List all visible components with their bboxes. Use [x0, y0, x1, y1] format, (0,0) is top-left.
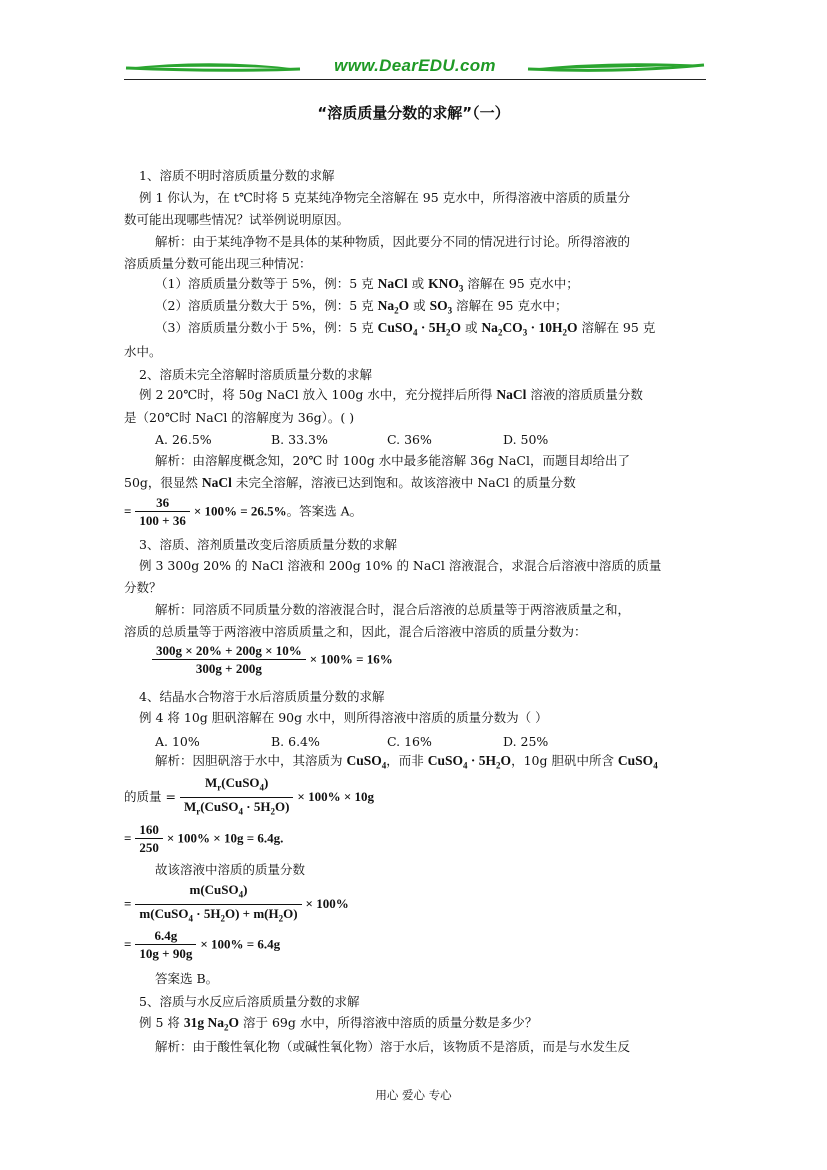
analysis-3-line-a: 解析：同溶质不同质量分数的溶液混合时，混合后溶液的总质量等于两溶液质量之和， [155, 602, 631, 617]
answer-4: 答案选 B。 [155, 971, 219, 986]
example-3-line-a: 例 3 300g 20% 的 NaCl 溶液和 200g 10% 的 NaCl 溶液混合，求混合后溶液中溶质的质量 [139, 558, 662, 573]
section-3-heading: 3、溶质、溶剂质量改变后溶质质量分数的求解 [139, 537, 397, 552]
option-c: C. 36% [387, 432, 432, 447]
example-1-line-b: 数可能出现哪些情况？试举例说明原因。 [124, 212, 350, 227]
example-3-line-b: 分数？ [124, 580, 162, 595]
analysis-5-line: 解析：由于酸性氧化物（或碱性氧化物）溶于水后，该物质不是溶质，而是与水发生反 [155, 1039, 631, 1054]
case-3-line-end: 水中。 [124, 344, 162, 359]
equation-4-result: = $\frac{6.4g}{10g + 90g}$ × 100% = 6.4g [124, 928, 281, 961]
analysis-1-line-b: 溶质质量分数可能出现三种情况： [124, 256, 312, 271]
option-a: A. 26.5% [155, 432, 212, 447]
page-footer: 用心 爱心 专心 [375, 1088, 452, 1102]
analysis-4-line: 解析：因胆矾溶于水中，其溶质为 CuSO$_4$，而非 CuSO$_4$ · $5H_2O$，10g 胆矾中所含 CuSO$_4$ [155, 753, 658, 771]
fraction: $\frac{300g \times 20\% + 200g \times 10\%}{300g + 200g}$ [152, 643, 306, 676]
option-d: D. 50% [503, 432, 549, 447]
fraction: $\frac{m(CuSO_4)}{m(CuSO_4 \cdot 5H_2O) + m(H_2O)}$ [135, 882, 301, 926]
option-b: B. 33.3% [271, 432, 328, 447]
section-4-heading: 4、结晶水合物溶于水后溶质质量分数的求解 [139, 689, 385, 704]
case-3-line: （3）溶质质量分数小于 5%，例：5 克 CuSO$_4$ · $5H_2O$ 或 $Na_2CO_3 \cdot 10H_2O$ 溶解在 95 克 [155, 320, 656, 338]
section-2-heading: 2、溶质未完全溶解时溶质质量分数的求解 [139, 367, 372, 382]
equation-4-mass: 的质量 = $\frac{M_r(CuSO_4)}{M_r(CuSO_4 \cdot 5H_2O)}$ × 100% × 10g [124, 775, 374, 819]
section-5-heading: 5、溶质与水反应后溶质质量分数的求解 [139, 994, 360, 1009]
analysis-3-line-b: 溶质的总质量等于两溶液中溶质质量之和，因此，混合后溶液中溶质的质量分数为： [124, 624, 587, 639]
fraction: $\frac{6.4g}{10g + 90g}$ [135, 928, 196, 961]
option-b: B. 6.4% [271, 734, 320, 749]
option-a: A. 10% [155, 734, 200, 749]
example-2-line-a: 例 2 20℃时，将 50g NaCl 放入 100g 水中，充分搅拌后所得 NaCl 溶液的溶质质量分数 [139, 387, 643, 402]
fraction: $\frac{M_r(CuSO_4)}{M_r(CuSO_4 \cdot 5H_2O)}$ [180, 775, 293, 819]
equation-4-value: = $\frac{160}{250}$ × 100% × 10g = 6.4g. [124, 822, 284, 855]
header-rule [124, 79, 706, 80]
analysis-2-line-b: 50g，很显然 NaCl 未完全溶解，溶液已达到饱和。故该溶液中 NaCl 的质量分数 [124, 475, 576, 490]
analysis-2-line-a: 解析：由溶解度概念知，20℃ 时 100g 水中最多能溶解 36g NaCl，而题目却给出了 [155, 453, 630, 468]
example-1-line-a: 例 1 你认为，在 t℃时将 5 克某纯净物完全溶解在 95 克水中，所得溶液中溶质的质量分 [139, 190, 631, 205]
equation-4-fraction: = $\frac{m(CuSO_4)}{m(CuSO_4 \cdot 5H_2O) + m(H_2O)}$ × 100% [124, 882, 349, 926]
equation-2: = $\frac{36}{100 + 36}$ × 100% = 26.5%。答案选 A。 [124, 495, 363, 528]
section-1-heading: 1、溶质不明时溶质质量分数的求解 [139, 168, 335, 183]
fraction: $\frac{160}{250}$ [135, 822, 163, 855]
option-c: C. 16% [387, 734, 432, 749]
analysis-1-line-a: 解析：由于某纯净物不是具体的某种物质，因此要分不同的情况进行讨论。所得溶液的 [155, 234, 631, 249]
page-title: “溶质质量分数的求解”（一） [317, 104, 510, 122]
site-brand: www.DearEDU.com [334, 56, 496, 75]
fraction-text: 故该溶液中溶质的质量分数 [155, 862, 306, 877]
case-2-line: （2）溶质质量分数大于 5%，例：5 克 $Na_2O$ 或 $SO_3$ 溶解在 95 克水中； [155, 298, 568, 316]
example-2-line-b: 是（20℃时 NaCl 的溶解度为 36g）。( ) [124, 410, 355, 425]
case-1-line: （1）溶质质量分数等于 5%，例：5 克 NaCl 或 $KNO_3$ 溶解在 95 克水中； [155, 276, 579, 294]
example-5-line: 例 5 将 31g $Na_2O$ 溶于 69g 水中，所得溶液中溶质的质量分数是多少？ [139, 1015, 538, 1033]
option-d: D. 25% [503, 734, 549, 749]
equation-3: $\frac{300g \times 20\% + 200g \times 10\%}{300g + 200g}$ × 100% = 16% [152, 643, 393, 676]
example-4-line: 例 4 将 10g 胆矾溶解在 90g 水中，则所得溶液中溶质的质量分数为（ ） [139, 710, 548, 725]
fraction: $\frac{36}{100 + 36}$ [135, 495, 189, 528]
